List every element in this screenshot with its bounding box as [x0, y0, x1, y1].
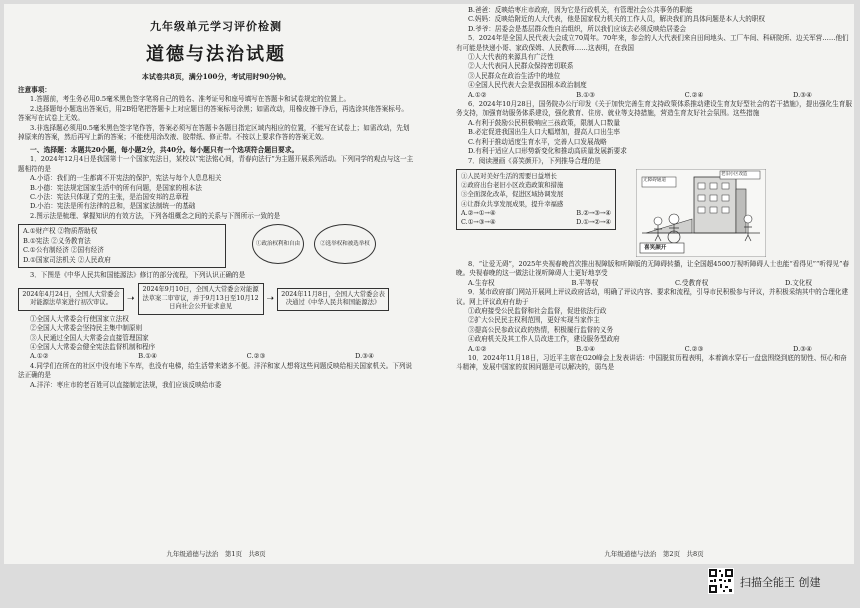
q3-choice-b: B.①④	[138, 352, 158, 361]
q7-cartoon-illustration	[636, 169, 766, 257]
exam-info: 本试卷共8页，满分100分，考试用时90分钟。	[141, 72, 291, 81]
q9-item-3: ③提高公民参政议政的热情，积极履行监督的义务	[468, 325, 614, 334]
q7-choice-c: C.①→③→④	[461, 217, 496, 226]
q4-option-d: D.爷爷：居委会是基层群众性自治组织，所以我们应该去必须反映给居委会	[468, 24, 687, 33]
q3-item-3: ③人民通过全国人大常委会直接管理国家	[30, 333, 149, 342]
q5-choice-a: A.①②	[468, 90, 487, 99]
q7-figure	[456, 169, 852, 257]
q5-choices	[456, 91, 852, 100]
q3-choice-c: C.②③	[246, 352, 266, 361]
q1-stem: 1．2024年12月4日是我国第十一个国家宪法日，某校以“宪法铭心间，青春向法行”为主题开展系列活动。下列同学的观点与这一主题相符的是	[18, 155, 414, 173]
q9-stem: 9．某市政府部门网站开展网上评议政府活动，明确了评议内容、要求和流程，引导市民积极参与评议，并积极采纳其中的合理化建议。网上评议政府有助于	[456, 288, 849, 306]
q8-choice-a: A.生存权	[468, 278, 495, 287]
q4-option-b: B.爸爸：反映给枣庄市政府，因为它是行政机关，有管理社会公共事务的职能	[468, 6, 693, 14]
exam-title: 九年级单元学习评价检测	[150, 20, 282, 33]
arrow-right-icon: ➝	[266, 294, 275, 305]
q5-choice-b: B.①③	[576, 90, 596, 99]
qr-code-icon	[708, 568, 734, 594]
q7-item-4: ④让群众共享发展成果，提升幸福感	[461, 199, 564, 208]
q9-choice-c: C.②③	[684, 344, 704, 353]
flow-step-3: 2024年11月8日，全国人大常委会表决通过《中华人民共和国能源法》	[277, 288, 389, 311]
note-2: 2.选择题每小题选出答案后，用2B铅笔把答题卡上对应题目的答案标号涂黑；如需改动，用橡皮擦干净后，再选涂其他答案标号。答案写在试卷上无效。	[18, 104, 408, 123]
q9-item-1: ①政府接受公民监督和社会监督，促进依法行政	[468, 306, 607, 315]
q2-option-d: D.①国家司法机关 ②人民政府	[23, 255, 111, 264]
q8-choice-c: C.受教育权	[674, 278, 709, 287]
page-2-footer: 九年级道德与法治 第2页 共8页	[604, 550, 704, 558]
q5-item-2: ②人大代表同人民群众保持密切联系	[468, 62, 574, 71]
q8-choice-b: B.平等权	[571, 278, 599, 287]
q2-option-b: B.①宪法 ②义务教育法	[23, 236, 91, 245]
q7-item-3: ③全面深化改革，促进区域协调发展	[461, 190, 564, 199]
q7-choices-row-1	[461, 209, 611, 218]
scanned-exam-sheet	[4, 4, 854, 564]
q3-choices	[18, 352, 414, 361]
q2-stem: 2.图示法是梳理、掌握知识的有效方法，下列各组概念之间的关系与下图所示一致的是	[30, 211, 281, 220]
q7-choice-a: A.②→①→④	[461, 208, 496, 217]
q9-item-2: ②扩大公民民主权利范围，更好实现当家作主	[468, 316, 600, 325]
scanner-watermark: 扫描全能王 创建	[740, 576, 821, 589]
note-1: 1.答题前，考生务必用0.5毫米黑色签字笔将自己的姓名、准考证号和座号填写在答题卡和试卷规定的位置上。	[30, 95, 351, 104]
cartoon-title: 喜笑颜开	[644, 244, 667, 251]
q7-item-1: ①人民对美好生活的需要日益增长	[461, 171, 557, 180]
q5-choice-d: D.③④	[793, 90, 812, 99]
exam-page-1	[18, 4, 414, 564]
q4-stem: 4.同学们在所在的社区中没有地下车库，也没有电梯，给生活带来诸多不便。洋洋和家人想将这些问题反映给相关国家机关。下列说法正确的是	[18, 361, 413, 380]
q3-stem: 3．下图是《中华人民共和国能源法》修订的部分流程，下列认识正确的是	[30, 270, 246, 279]
q7-stem: 7．阅读漫画《喜笑颜开》，下列推导合理的是	[468, 156, 601, 165]
q3-flowchart	[18, 283, 414, 315]
q7-choice-b: B.②→③→④	[576, 208, 611, 217]
q7-item-2: ②政府出台老旧小区改造政策和措施	[461, 181, 564, 190]
q6-option-a: A.有利于鼓励公民积极响应三孩政策，限制人口数量	[468, 118, 620, 127]
arrow-right-icon: ➝	[127, 294, 135, 305]
q9-choices	[456, 345, 852, 354]
q8-choices	[456, 279, 852, 288]
section-1-heading: 一、选择题：本题共20小题，每小题2分，共40分。每小题只有一个选项符合题目要求。	[30, 146, 299, 155]
q6-option-c: C.有利于推动适度生育水平，完善人口发展战略	[468, 137, 607, 146]
q3-item-1: ①全国人大常委会行使国家立法权	[30, 314, 129, 323]
q2-concept-diagram	[252, 224, 382, 264]
q6-option-b: B.必定促进我国出生人口大幅增加，提高人口出生率	[468, 128, 621, 137]
q2-options-box	[18, 224, 226, 268]
q2-option-a: A.①财产权 ②物质帮助权	[23, 227, 98, 236]
q3-item-4: ④全国人大常委会健全宪法监督机制和程序	[30, 343, 156, 352]
exam-page-2	[456, 4, 852, 564]
q5-choice-c: C.②④	[684, 90, 704, 99]
concept-circle-1: ①政治权利和自由	[252, 224, 304, 264]
q9-item-4: ④政府机关及其工作人员改进工作，建设服务型政府	[468, 335, 620, 344]
concept-circle-2: ②选举权和被选举权	[314, 224, 376, 264]
q4-option-c: C.妈妈：反映给附近的人大代表，他是国家权力机关的工作人员，解决我们的具体问题是本人大的职权	[468, 15, 766, 24]
q7-choice-d: D.①→②→④	[576, 217, 611, 226]
q3-item-2: ②全国人大常委会坚持民主集中制原则	[30, 324, 143, 333]
q5-item-4: ④全国人民代表大会是我国根本政治制度	[468, 81, 587, 90]
q1-option-a: A.小语：我们的一生都离不开宪法的保护，宪法与每个人息息相关	[30, 174, 222, 183]
q2-option-c: C.①公有制经济 ②国有经济	[23, 246, 104, 255]
q7-choices-row-2	[461, 218, 611, 227]
q5-stem: 5．2024年是全国人民代表大会成立70周年。70年来，参会的人大代表们来自田间地头、工厂车间、科研院所、边关军营……他们有可能是快递小哥、家政保姆、人民教师……这表明，在我国	[456, 34, 849, 52]
note-3: 3.非选择题必须用0.5毫米黑色签字笔作答，答案必须写在答题卡各题目指定区域内相应的位置，不能写在试卷上；如需改动，先划掉原来的答案，然后再写上新的答案；不能使用涂改液、胶带纸、修正带。不按以上要求作答的答案无效。	[18, 123, 410, 142]
q2-figure	[18, 224, 414, 268]
q8-stem: 8．“让爱无碍”，2025年央视春晚首次推出视障版和听障版的无障碍转播，让全国超4500万视听障碍人士也能“看得见”“听得见”春晚。央视春晚的这一做法让视听障碍人士更好地享受	[456, 259, 850, 278]
q5-item-3: ③人民群众在政治生活中的地位	[468, 71, 561, 80]
q3-choice-d: D.③④	[355, 352, 374, 361]
notes-heading: 注意事项：	[18, 86, 51, 94]
flow-step-2: 2024年9月10日，全国人大常委会对能源法草案二审审议，并于9月13日至10月12日向社会公开征求意见	[138, 283, 264, 315]
flow-step-1: 2024年4月24日，全国人大常委会对能源法草案进行初次审议。	[18, 288, 124, 311]
q10-stem: 10．2024年11月18日，习近平主席在G20峰会上发表讲话：中国脱贫历程表明，本着滴水穿石一盘盘围绕到底的韧性、恒心和奋斗精神，发展中国家的贫困问题是可以解决的，弱鸟是	[456, 353, 847, 372]
q7-statements-box	[456, 169, 616, 230]
q1-option-c: C.小法：宪法只体现了党的主张，是治国安邦的总章程	[30, 193, 189, 202]
q8-choice-d: D.文化权	[785, 278, 812, 287]
q4-option-a: A.洋洋：枣庄市的老百姓可以直接制定法规，我们应该反映给市委	[30, 380, 222, 389]
q5-item-1: ①人大代表的来源具有广泛性	[468, 53, 554, 62]
q9-choice-d: D.③④	[793, 344, 812, 353]
subject-title: 道德与法治试题	[146, 44, 286, 65]
cartoon-sign: 无障碍通道	[643, 177, 666, 183]
q9-choice-b: B.①④	[576, 344, 596, 353]
q7-left-column	[456, 169, 616, 257]
cartoon-label: 老旧小区改造	[721, 171, 748, 177]
q1-option-d: D.小治：宪法是所有法律的总和，是国家法制统一的基础	[30, 202, 196, 211]
q6-stem: 6．2024年10月28日，国务院办公厅印发《关于加快完善生育支持政策体系推动建设生育友好型社会的若干措施》，提出强化生育服务支持，加强育幼服务体系建设，强化教育、住房、就业等支持措施，营造生育友好社会氛围。这些措施	[456, 100, 852, 118]
q3-choice-a: A.①②	[30, 352, 49, 361]
q9-choice-a: A.①②	[468, 344, 487, 353]
page-1-footer: 九年级道德与法治 第1页 共8页	[166, 550, 266, 558]
q6-option-d: D.有利于适应人口形势新变化和推动高质量发展新要求	[468, 147, 627, 156]
q1-option-b: B.小德：宪法规定国家生活中的所有问题，是国家的根本法	[30, 183, 202, 192]
